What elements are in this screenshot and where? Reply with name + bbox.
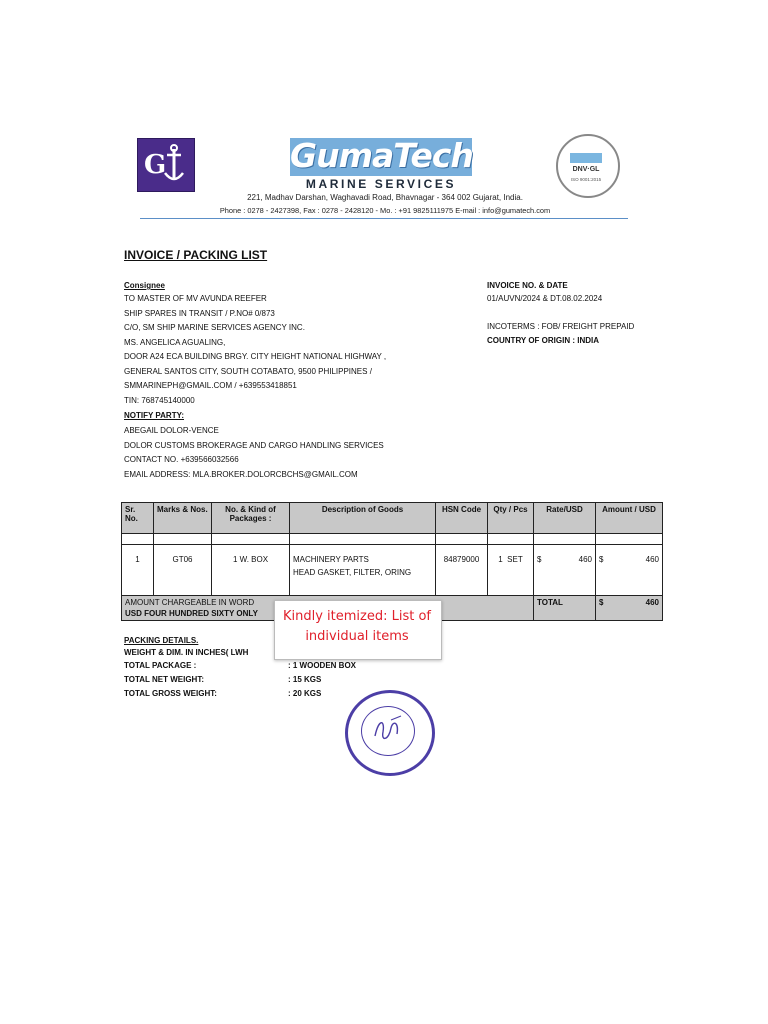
- brand-subtitle: MARINE SERVICES: [305, 177, 457, 191]
- consignee-line: SMMARINEPH@GMAIL.COM / +639553418851: [124, 381, 297, 390]
- consignee-line: C/O, SM SHIP MARINE SERVICES AGENCY INC.: [124, 323, 305, 332]
- cell-sr-no: 1: [122, 545, 154, 596]
- cell-marks: GT06: [154, 545, 212, 596]
- company-contact: Phone : 0278 - 2427398, Fax : 0278 - 2428120 - Mo. : +91 9825111975 E-mail : info@gumatech.com: [219, 206, 551, 215]
- qty-unit: SET: [507, 555, 523, 564]
- header-rate: Rate/USD: [534, 503, 596, 534]
- header-packages: No. & Kind of Packages :: [212, 503, 290, 534]
- annotation-line: Kindly itemized: List of: [282, 609, 432, 624]
- incoterms: INCOTERMS : FOB/ FREIGHT PREPAID: [487, 322, 635, 331]
- cell-packages: 1 W. BOX: [212, 545, 290, 596]
- brand-name: GumaTech: [290, 136, 473, 175]
- amount-in-words-label: AMOUNT CHARGEABLE IN WORD: [125, 598, 255, 607]
- stamp-signature-icon: [345, 690, 429, 770]
- cell-amount: [596, 545, 663, 596]
- svg-text:G: G: [144, 150, 167, 180]
- packing-heading: PACKING DETAILS.: [124, 636, 199, 645]
- notify-heading: NOTIFY PARTY:: [124, 411, 184, 420]
- company-logo: [137, 138, 195, 192]
- cell-hsn-code: 84879000: [436, 545, 488, 596]
- certification-strip: [570, 153, 602, 163]
- header-description: Description of Goods: [290, 503, 436, 534]
- consignee-line: DOOR A24 ECA BUILDING BRGY. CITY HEIGHT NATIONAL HIGHWAY ,: [124, 352, 387, 361]
- total-value: 460: [645, 598, 659, 607]
- notify-line: CONTACT NO. +639566032566: [124, 455, 239, 464]
- rate-currency: $: [537, 555, 542, 564]
- packing-dimensions-label: WEIGHT & DIM. IN INCHES( LWH: [124, 648, 249, 657]
- cell-rate: [534, 545, 596, 596]
- notify-block: [124, 424, 384, 482]
- description-line: MACHINERY PARTS: [293, 555, 369, 564]
- header-sr-no: Sr. No.: [122, 503, 154, 534]
- cell-qty: [488, 545, 534, 596]
- document-title: INVOICE / PACKING LIST: [124, 248, 268, 262]
- total-currency: $: [599, 598, 604, 607]
- annotation-text: [274, 607, 440, 647]
- notify-line: DOLOR CUSTOMS BROKERAGE AND CARGO HANDLING SERVICES: [124, 440, 384, 450]
- invoice-number-date: 01/AUVN/2024 & DT.08.02.2024: [487, 294, 603, 303]
- table-header-row: [122, 503, 663, 534]
- company-address: 221, Madhav Darshan, Waghavadi Road, Bhavnagar - 364 002 Gujarat, India.: [247, 193, 523, 202]
- consignee-heading: Consignee: [124, 281, 165, 290]
- packing-label: TOTAL PACKAGE :: [124, 661, 197, 670]
- total-amount-cell: [596, 596, 663, 621]
- table-row: [122, 545, 663, 596]
- description-line: HEAD GASKET, FILTER, ORING: [293, 568, 412, 577]
- consignee-block: [124, 292, 386, 408]
- header-divider: [140, 218, 628, 219]
- annotation-line: individual items: [305, 629, 409, 644]
- packing-value: : 20 KGS: [288, 689, 322, 698]
- header-amount: Amount / USD: [596, 503, 663, 534]
- qty-value: 1: [498, 555, 503, 564]
- header-marks: Marks & Nos.: [154, 503, 212, 534]
- cell-description: [290, 545, 436, 596]
- packing-label: TOTAL NET WEIGHT:: [124, 675, 204, 684]
- amount-in-words: USD FOUR HUNDRED SIXTY ONLY: [125, 609, 258, 618]
- consignee-line: TIN: 768745140000: [124, 395, 195, 405]
- notify-line: ABEGAIL DOLOR-VENCE: [124, 426, 219, 435]
- consignee-line: GENERAL SANTOS CITY, SOUTH COTABATO, 9500 PHILIPPINES /: [124, 366, 372, 376]
- packing-value: : 1 WOODEN BOX: [288, 661, 357, 670]
- consignee-line: SHIP SPARES IN TRANSIT / P.NO# 0/873: [124, 308, 275, 318]
- consignee-line: TO MASTER OF MV AVUNDA REEFER: [124, 294, 267, 303]
- country-of-origin: COUNTRY OF ORIGIN : INDIA: [487, 336, 599, 345]
- amount-value: 460: [645, 555, 659, 564]
- notify-line: EMAIL ADDRESS: MLA.BROKER.DOLORCBCHS@GMAIL.COM: [124, 469, 358, 479]
- consignee-line: MS. ANGELICA AGUALING,: [124, 337, 226, 347]
- certification-brand: DNV·GL: [572, 166, 600, 173]
- amount-currency: $: [599, 555, 604, 564]
- header-hsn-code: HSN Code: [436, 503, 488, 534]
- table-spacer-row: [122, 534, 663, 545]
- packing-label: TOTAL GROSS WEIGHT:: [124, 689, 217, 698]
- anchor-logo-icon: [138, 139, 194, 191]
- rate-value: 460: [578, 555, 592, 564]
- invoice-heading: INVOICE NO. & DATE: [487, 281, 568, 290]
- header-qty: Qty / Pcs: [488, 503, 534, 534]
- packing-value: : 15 KGS: [288, 675, 322, 684]
- total-label: TOTAL: [534, 596, 596, 621]
- certification-standard: ISO 9001:2015: [570, 177, 602, 182]
